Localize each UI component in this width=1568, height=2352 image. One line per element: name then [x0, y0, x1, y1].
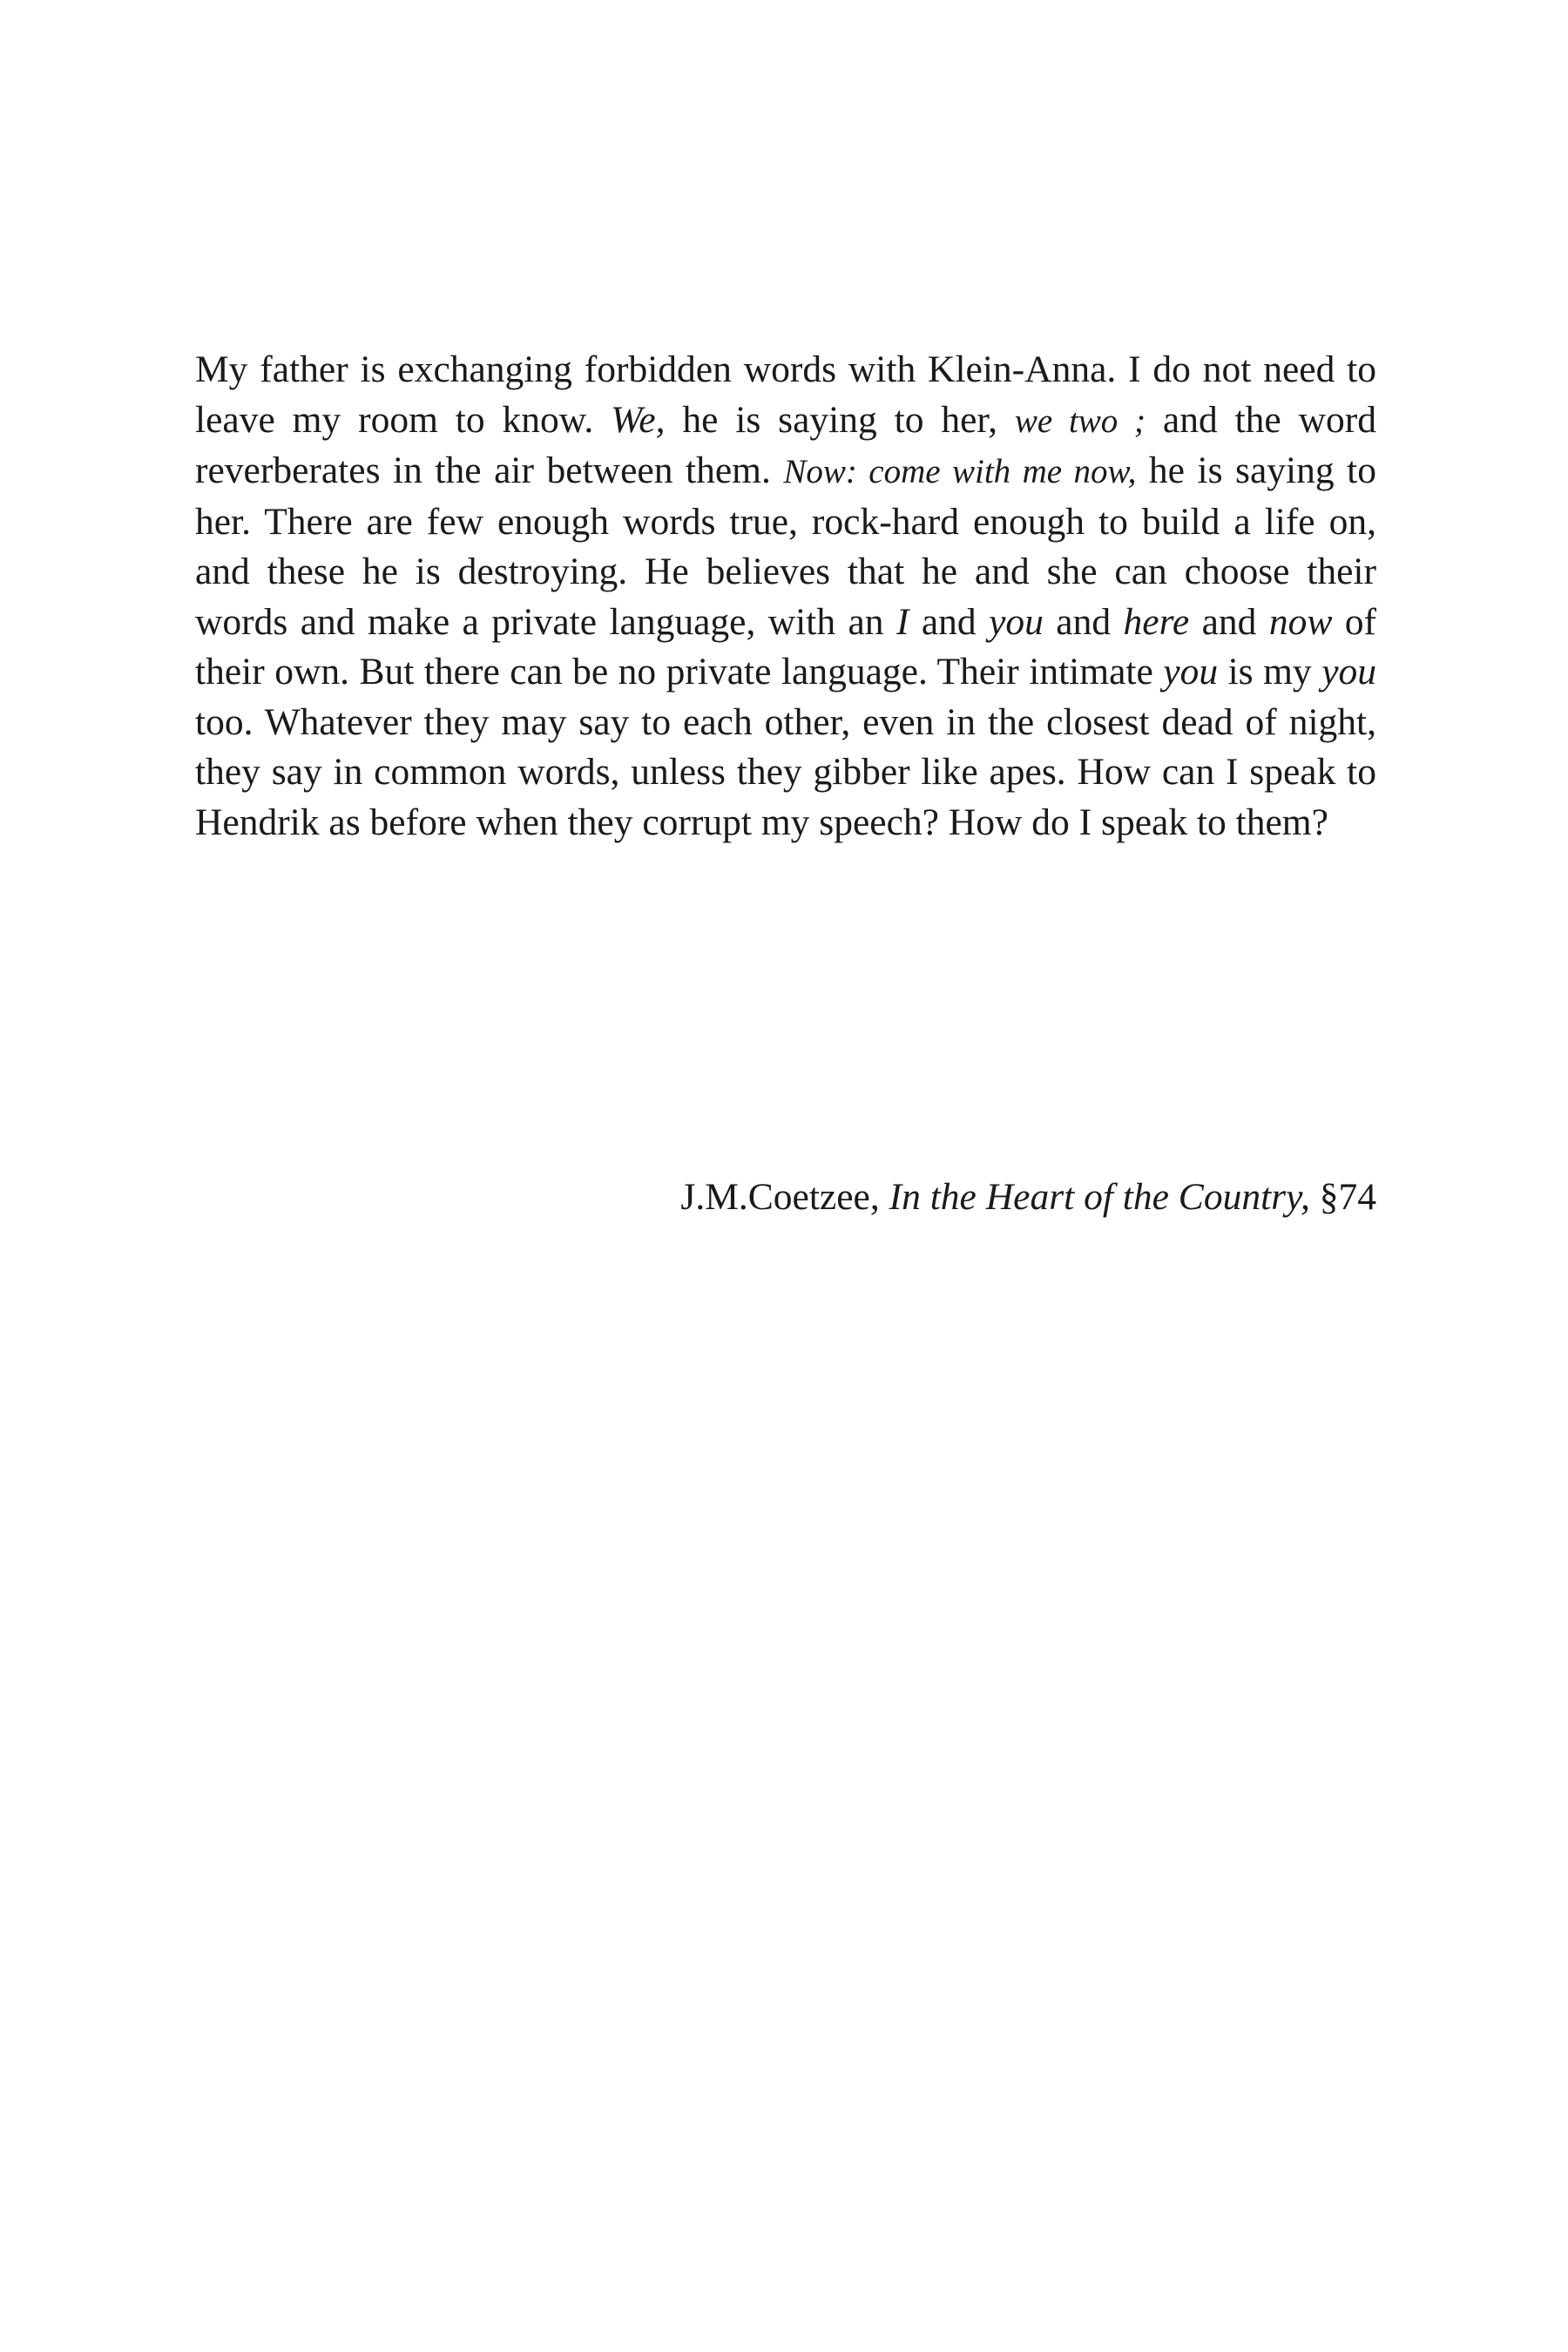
passage-text: of their own. But there can be no private language. Their intimate — [195, 600, 1376, 693]
passage-italic-we: We, — [611, 398, 666, 441]
passage-text: and — [1189, 600, 1269, 643]
passage-italic-you: you — [989, 600, 1044, 643]
passage-italic-you: you — [1321, 651, 1376, 693]
citation-title: In the Heart of the Country, — [889, 1176, 1310, 1218]
passage-italic-i: I — [896, 600, 909, 643]
passage-text: is my — [1218, 651, 1322, 693]
citation-section: §74 — [1319, 1176, 1376, 1218]
passage-text: and the word reverberates in the air between them. — [195, 398, 1376, 491]
quoted-passage — [195, 345, 1376, 848]
passage-text: My father is exchanging forbidden words with Klein-Anna. I do not need to leave my room to know. — [195, 348, 1376, 441]
passage-italic-now-come: Now: come with me now, — [783, 453, 1137, 490]
passage-text: too. Whatever they may say to each other, even in the closest dead of night, they say in common words, unless they gibber like apes. How can I speak to Hendrik as before when they corrupt my speech? How do I speak to them? — [195, 700, 1376, 843]
passage-italic-you: you — [1163, 651, 1219, 693]
passage-text: and — [1043, 600, 1124, 643]
passage-italic-now: now — [1268, 600, 1333, 643]
passage-text: and — [909, 600, 990, 643]
passage-italic-here: here — [1123, 600, 1190, 643]
citation — [680, 1173, 1376, 1223]
passage-text: he is saying to her, — [665, 398, 1015, 441]
passage-text: he is saying to her. There are few enough words true, rock-hard enough to build a life on, and these he is destroying. He believes that he and she can choose their words and make a private language, with an — [195, 449, 1376, 643]
passage-italic-we-two: we two ; — [1014, 402, 1146, 440]
citation-author: J.M.Coetzee, — [680, 1176, 880, 1218]
